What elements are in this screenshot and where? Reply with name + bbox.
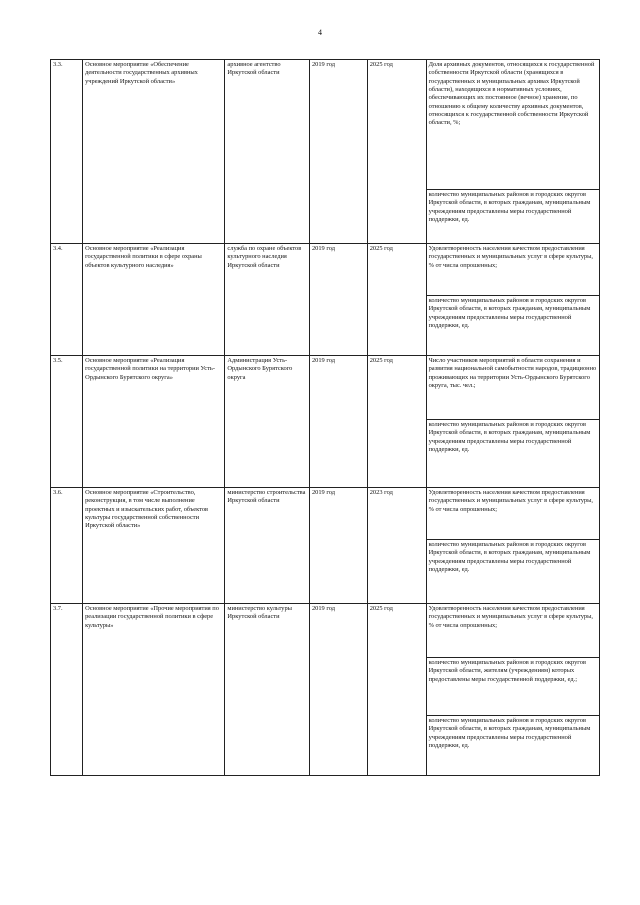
start-year: 2019 год [309,244,367,356]
table-row [51,604,600,658]
activity-name: Основное мероприятие «Строительство, реконструкция, в том числе выполнение проектных и изыскательских работ, объектов культуры государственной собственности Иркутской области» [83,488,225,604]
executor: министерство культуры Иркутской области [225,604,310,776]
indicator-cell: Удовлетворенность населения качеством предоставления государственных и муниципальных услуг в сфере культуры, % от числа опрошенных; [426,488,599,540]
start-year: 2019 год [309,488,367,604]
table-row [51,60,600,190]
indicator-cell: Удовлетворенность населения качеством предоставления государственных и муниципальных услуг в сфере культуры, % от числа опрошенных; [426,244,599,296]
row-number: 3.4. [51,244,83,356]
row-number: 3.3. [51,60,83,244]
executor: министерство строительства Иркутской области [225,488,310,604]
start-year: 2019 год [309,356,367,488]
end-year: 2025 год [367,244,426,356]
indicator-cell: Удовлетворенность населения качеством предоставления государственных и муниципальных услуг в сфере культуры, % от числа опрошенных; [426,604,599,658]
end-year: 2025 год [367,60,426,244]
start-year: 2019 год [309,604,367,776]
indicator-cell: количество муниципальных районов и городских округов Иркутской области, жителям (учреждениям) которых предоставлены меры государственной поддержки, ед.; [426,658,599,716]
row-number: 3.7. [51,604,83,776]
start-year: 2019 год [309,60,367,244]
end-year: 2025 год [367,604,426,776]
indicator-cell: количество муниципальных районов и городских округов Иркутской области, в которых гражданам, муниципальным учреждениям предоставлены меры государственной поддержки, ед. [426,190,599,244]
executor: архивное агентство Иркутской области [225,60,310,244]
indicator-cell: количество муниципальных районов и городских округов Иркутской области, в которых гражданам, муниципальным учреждениям предоставлены меры государственной поддержки, ед. [426,296,599,356]
page-number: 4 [318,28,322,37]
executor: служба по охране объектов культурного наследия Иркутской области [225,244,310,356]
activity-name: Основное мероприятие «Реализация государственной политики в сфере охраны объектов культурного наследия» [83,244,225,356]
activity-name: Основное мероприятие «Реализация государственной политики на территории Усть-Ордынского Бурятского округа» [83,356,225,488]
program-activities-table [50,59,600,776]
executor: Администрация Усть-Ордынского Бурятского округа [225,356,310,488]
indicator-cell: Число участников мероприятий в области сохранения и развития национальной самобытности народов, традиционно проживающих на территории Усть-Ордынского Бурятского округа, тыс. чел.; [426,356,599,420]
row-number: 3.6. [51,488,83,604]
row-number: 3.5. [51,356,83,488]
indicator-cell: количество муниципальных районов и городских округов Иркутской области, в которых гражданам, муниципальным учреждениям предоставлены меры государственной поддержки, ед. [426,540,599,604]
table-row [51,356,600,420]
table-row [51,244,600,296]
end-year: 2023 год [367,488,426,604]
indicator-cell: количество муниципальных районов и городских округов Иркутской области, в которых гражданам, муниципальным учреждениям предоставлены меры государственной поддержки, ед. [426,420,599,488]
activity-name: Основное мероприятие «Прочие мероприятия по реализации государственной политики в сфере культуры» [83,604,225,776]
activity-name: Основное мероприятие «Обеспечение деятельности государственных архивных учреждений Иркутской области» [83,60,225,244]
indicator-cell: количество муниципальных районов и городских округов Иркутской области, в которых гражданам, муниципальным учреждениям предоставлены меры государственной поддержки, ед. [426,716,599,776]
table-row [51,488,600,540]
indicator-cell: Доля архивных документов, относящихся к государственной собственности Иркутской области (хранящихся в государственных и муниципальных архивах Иркутской области), находящихся в нормативных условиях, обеспечивающих их постоянное (вечное) хранение, по отношению к общему количеству архивных документов, относящихся к государственной собственности Иркутской области, %; [426,60,599,190]
end-year: 2025 год [367,356,426,488]
